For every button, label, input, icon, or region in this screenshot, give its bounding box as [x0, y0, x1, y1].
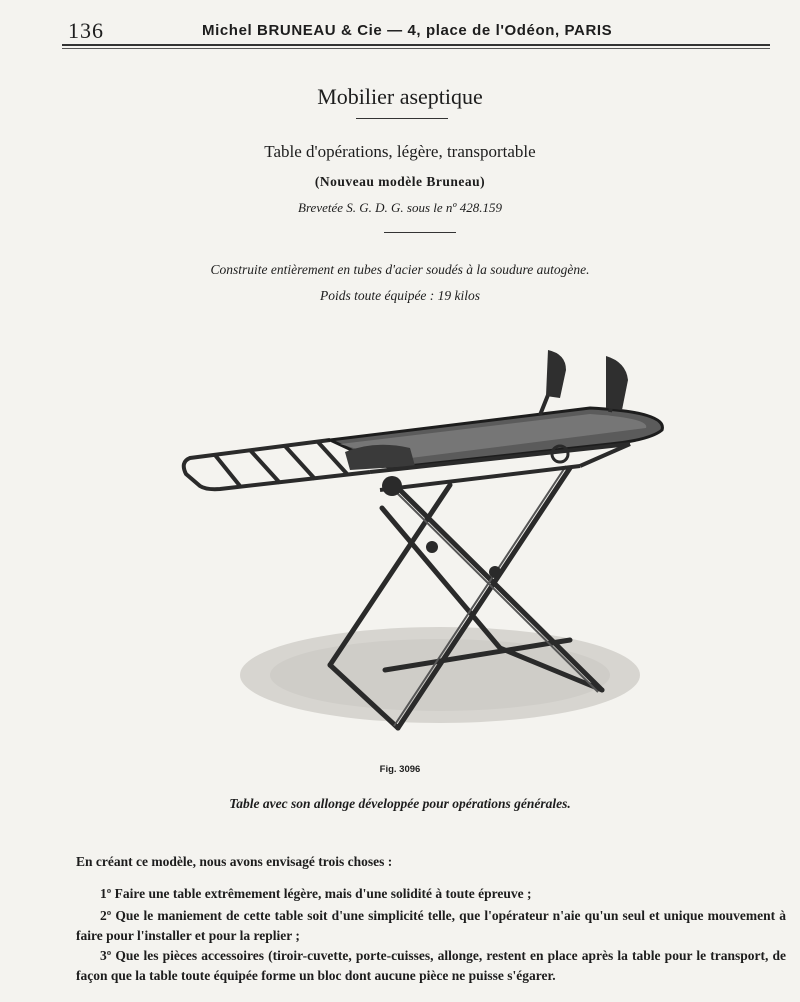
- subtitle-divider: [384, 232, 456, 233]
- intro-paragraph: En créant ce modèle, nous avons envisagé trois choses :: [76, 854, 393, 869]
- point-1: 1º Faire une table extrêmement légère, mais d'une solidité à toute épreuve ;: [100, 886, 532, 901]
- header-rule: [62, 44, 770, 46]
- hinge-mechanism: [382, 476, 402, 496]
- figure-caption: Table avec son allonge développée pour opérations générales.: [229, 796, 571, 811]
- weight-line: Poids toute équipée : 19 kilos: [319, 288, 481, 303]
- operating-table-drawing: [170, 340, 680, 740]
- point-3: 3º Que les pièces accessoires (tiroir-cuvette, porte-cuisses, allonge, restent en place après la table pour le transport, de façon que la table toute équipée forme un bloc dont aucune pièce ne puisse s'égarer.: [76, 948, 786, 983]
- leg-holders: [540, 350, 628, 415]
- figure-label: Fig. 3096: [379, 764, 421, 775]
- title-divider: [356, 118, 448, 119]
- leg-pivot-2: [489, 566, 501, 578]
- model-text: (Nouveau modèle Bruneau): [314, 174, 486, 189]
- construction-line: Construite entièrement en tubes d'acier soudés à la soudure autogène.: [210, 262, 590, 277]
- running-title: Michel BRUNEAU & Cie — 4, place de l'Odéon, PARIS: [202, 22, 613, 39]
- leg-pivot: [426, 541, 438, 553]
- point-2: 2º Que le maniement de cette table soit d'une simplicité telle, que l'opérateur n'aie qu'un seul et unique mouvement à faire pour l'installer et pour la replier ;: [76, 908, 786, 943]
- page-header: [62, 18, 770, 46]
- header-rule-thin: [62, 48, 770, 49]
- operating-table-illustration: [170, 340, 680, 740]
- drawer-basin: [345, 445, 415, 470]
- patent-line: Brevetée S. G. D. G. sous le nº 428.159: [298, 200, 502, 215]
- page-number: 136: [68, 18, 104, 43]
- model-line: [0, 174, 800, 190]
- product-subtitle: Table d'opérations, légère, transportable: [264, 142, 536, 161]
- section-title: Mobilier aseptique: [317, 84, 483, 109]
- extension-rack: [184, 440, 370, 489]
